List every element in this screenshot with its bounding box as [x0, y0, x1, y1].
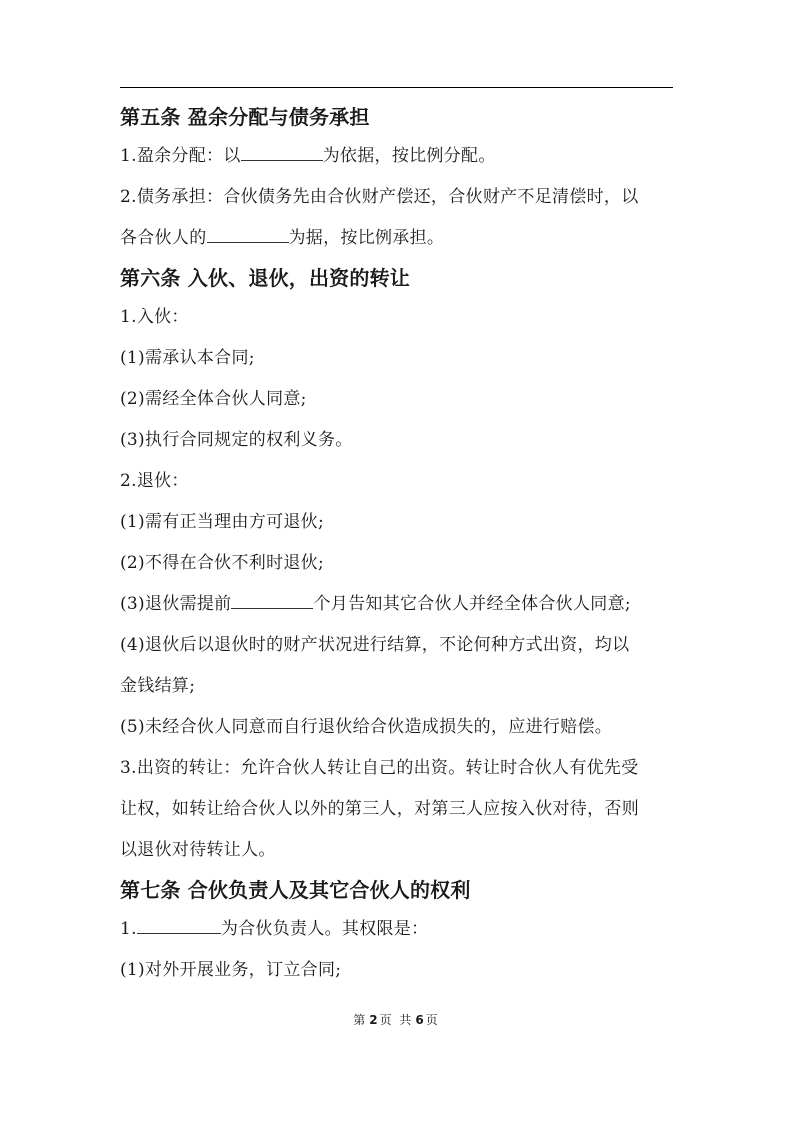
article-7-item-1: [120, 909, 676, 950]
article-6-join-item-1: (1)需承认本合同;: [120, 348, 255, 368]
article-6-join-item-3: (3)执行合同规定的权利义务。: [120, 430, 353, 450]
article-6-withdraw-item-4-line-1: (4)退伙后以退伙时的财产状况进行结算，不论何种方式出资，均以: [120, 635, 630, 655]
text-segment: 个月告知其它合伙人并经全体合伙人同意;: [313, 594, 631, 614]
article-6-withdraw-item-4-line-2: 金钱结算;: [120, 676, 196, 696]
fill-blank[interactable]: [241, 146, 323, 161]
article-5-item-2-line-1: 2.债务承担：合伙债务先由合伙财产偿还，合伙财产不足清偿时，以: [120, 187, 639, 207]
footer-prefix: 第: [353, 1013, 368, 1027]
text-segment: 为依据，按比例分配。: [322, 146, 496, 166]
current-page-number: 2: [369, 1013, 378, 1027]
page-footer: [0, 1010, 793, 1030]
text-segment: 为据，按比例承担。: [288, 228, 445, 248]
article-6-join-item-2: (2)需经全体合伙人同意;: [120, 389, 307, 409]
fill-blank[interactable]: [137, 919, 221, 934]
article-6-withdraw-title: 2.退伙：: [120, 471, 189, 491]
fill-blank[interactable]: [231, 594, 313, 609]
article-5-heading: 第五条 盈余分配与债务承担: [120, 105, 370, 129]
article-6-withdraw-item-5: (5)未经合伙人同意而自行退伙给合伙造成损失的，应进行赔偿。: [120, 717, 613, 737]
text-segment: 1.盈余分配：以: [120, 146, 241, 166]
article-6-withdraw-item-2: (2)不得在合伙不利时退伙;: [120, 553, 325, 573]
article-6-withdraw-item-3: [120, 584, 676, 625]
footer-middle: 页 共: [379, 1013, 414, 1027]
article-6-transfer-line-1: 3.出资的转让：允许合伙人转让自己的出资。转让时合伙人有优先受: [120, 758, 639, 778]
header-rule: [120, 87, 673, 88]
text-segment: 为合伙负责人。其权限是：: [220, 919, 429, 939]
article-6-withdraw-item-1: (1)需有正当理由方可退伙;: [120, 512, 325, 532]
text-segment: (3)退伙需提前: [120, 594, 232, 614]
total-page-count: 6: [415, 1013, 424, 1027]
document-body: [120, 98, 676, 991]
article-7-heading: 第七条 合伙负责人及其它合伙人的权利: [120, 878, 471, 902]
text-segment: 各合伙人的: [120, 228, 207, 248]
article-7-item-1-sub-1: (1)对外开展业务，订立合同;: [120, 960, 342, 980]
fill-blank[interactable]: [207, 228, 289, 243]
article-5-item-1: [120, 136, 676, 177]
article-5-item-2-line-2: [120, 218, 676, 259]
article-6-heading: 第六条 入伙、退伙，出资的转让: [120, 266, 410, 290]
text-segment: 1.: [120, 919, 137, 939]
footer-suffix: 页: [425, 1013, 440, 1027]
article-6-join-title: 1.入伙：: [120, 307, 189, 327]
article-6-transfer-line-2: 让权，如转让给合伙人以外的第三人，对第三人应按入伙对待，否则: [120, 799, 639, 819]
article-6-transfer-line-3: 以退伙对待转让人。: [120, 840, 276, 860]
